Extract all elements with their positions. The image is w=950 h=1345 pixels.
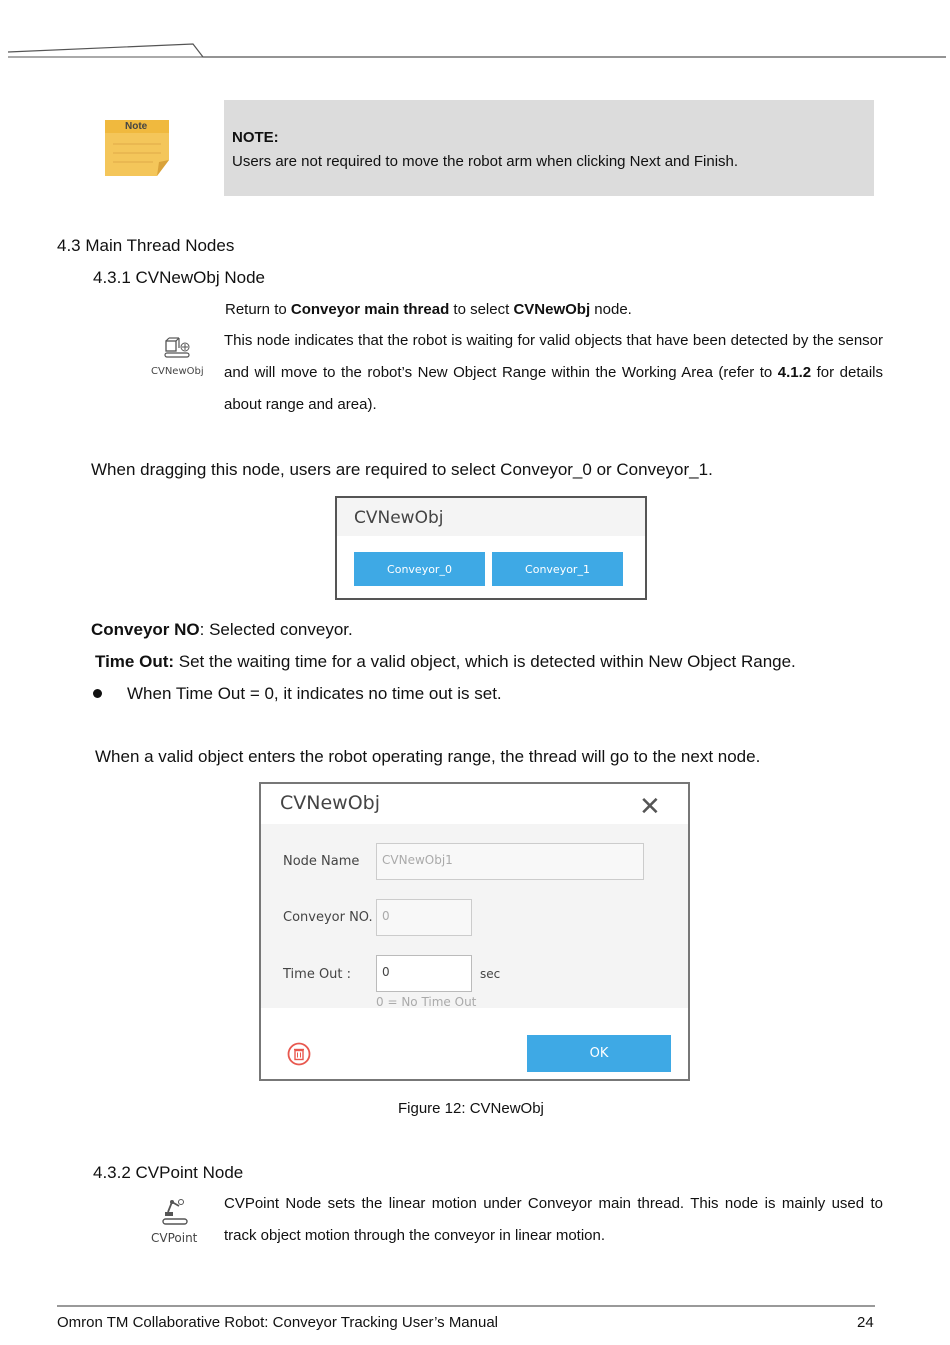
time-out-input[interactable]: 0 — [376, 955, 472, 992]
section-heading-4-3-2: 4.3.2 CVPoint Node — [93, 1163, 244, 1182]
close-icon[interactable]: ✕ — [639, 792, 661, 822]
conveyor-no-label: Conveyor NO. — [283, 910, 373, 925]
trash-icon[interactable] — [287, 1042, 311, 1066]
time-out-hint: 0 = No Time Out — [376, 995, 477, 1009]
time-out-definition: Time Out: Set the waiting time for a valid object, which is detected within New Object Range. — [95, 652, 796, 671]
valid-object-text: When a valid object enters the robot operating range, the thread will go to the next node. — [95, 747, 761, 766]
conveyor-0-button[interactable]: Conveyor_0 — [354, 552, 485, 586]
ok-button[interactable]: OK — [527, 1035, 671, 1072]
note-title: NOTE: — [232, 129, 279, 146]
conveyor-no-field[interactable]: 0 — [376, 899, 472, 936]
node-name-label: Node Name — [283, 854, 360, 869]
page-number: 24 — [857, 1314, 874, 1331]
footer-title: Omron TM Collaborative Robot: Conveyor Tracking User’s Manual — [57, 1314, 499, 1331]
cvpoint-description: CVPoint Node sets the linear motion under Conveyor main thread. This node is mainly used to track object motion through the conveyor in linear motion. — [224, 1195, 883, 1244]
note-icon — [105, 120, 169, 176]
node-name-field[interactable]: CVNewObj1 — [376, 843, 644, 880]
section-heading-4-3-1: 4.3.1 CVNewObj Node — [93, 268, 265, 287]
cvnewobj-description: This node indicates that the robot is waiting for valid objects that have been detected by the sensor and will move to the robot’s New Object Range within the Working Area (refer to 4.1.2 for details about range and area). — [224, 332, 883, 413]
conveyor-no-definition: Conveyor NO: Selected conveyor. — [91, 620, 353, 639]
note-text: Users are not required to move the robot arm when clicking Next and Finish. — [232, 153, 739, 170]
cvpoint-icon-label: CVPoint — [151, 1231, 198, 1245]
time-out-label: Time Out : — [283, 967, 352, 982]
figure-caption: Figure 12: CVNewObj — [398, 1100, 544, 1117]
dialog-title: CVNewObj — [280, 792, 381, 814]
cvnewobj-settings-dialog — [259, 782, 690, 1081]
footer-rule — [57, 1305, 875, 1307]
conveyor-1-button[interactable]: Conveyor_1 — [492, 552, 623, 586]
time-out-bullet: When Time Out = 0, it indicates no time out is set. — [127, 684, 502, 703]
cvpoint-node-icon — [148, 1196, 204, 1248]
cvnewobj-icon-label: CVNewObj — [151, 366, 204, 377]
time-out-unit: sec — [480, 967, 501, 981]
bullet-dot-icon — [93, 689, 102, 698]
section-heading-4-3: 4.3 Main Thread Nodes — [57, 236, 235, 255]
note-icon-label: Note — [125, 121, 148, 132]
conveyor-select-dialog — [335, 496, 647, 600]
cvnewobj-return-line: Return to Conveyor main thread to select CVNewObj node. — [225, 301, 632, 318]
cvnewobj-node-icon — [150, 336, 206, 382]
drag-instruction: When dragging this node, users are required to select Conveyor_0 or Conveyor_1. — [91, 460, 713, 479]
note-box — [224, 100, 874, 196]
conveyor-select-title: CVNewObj — [354, 508, 444, 528]
